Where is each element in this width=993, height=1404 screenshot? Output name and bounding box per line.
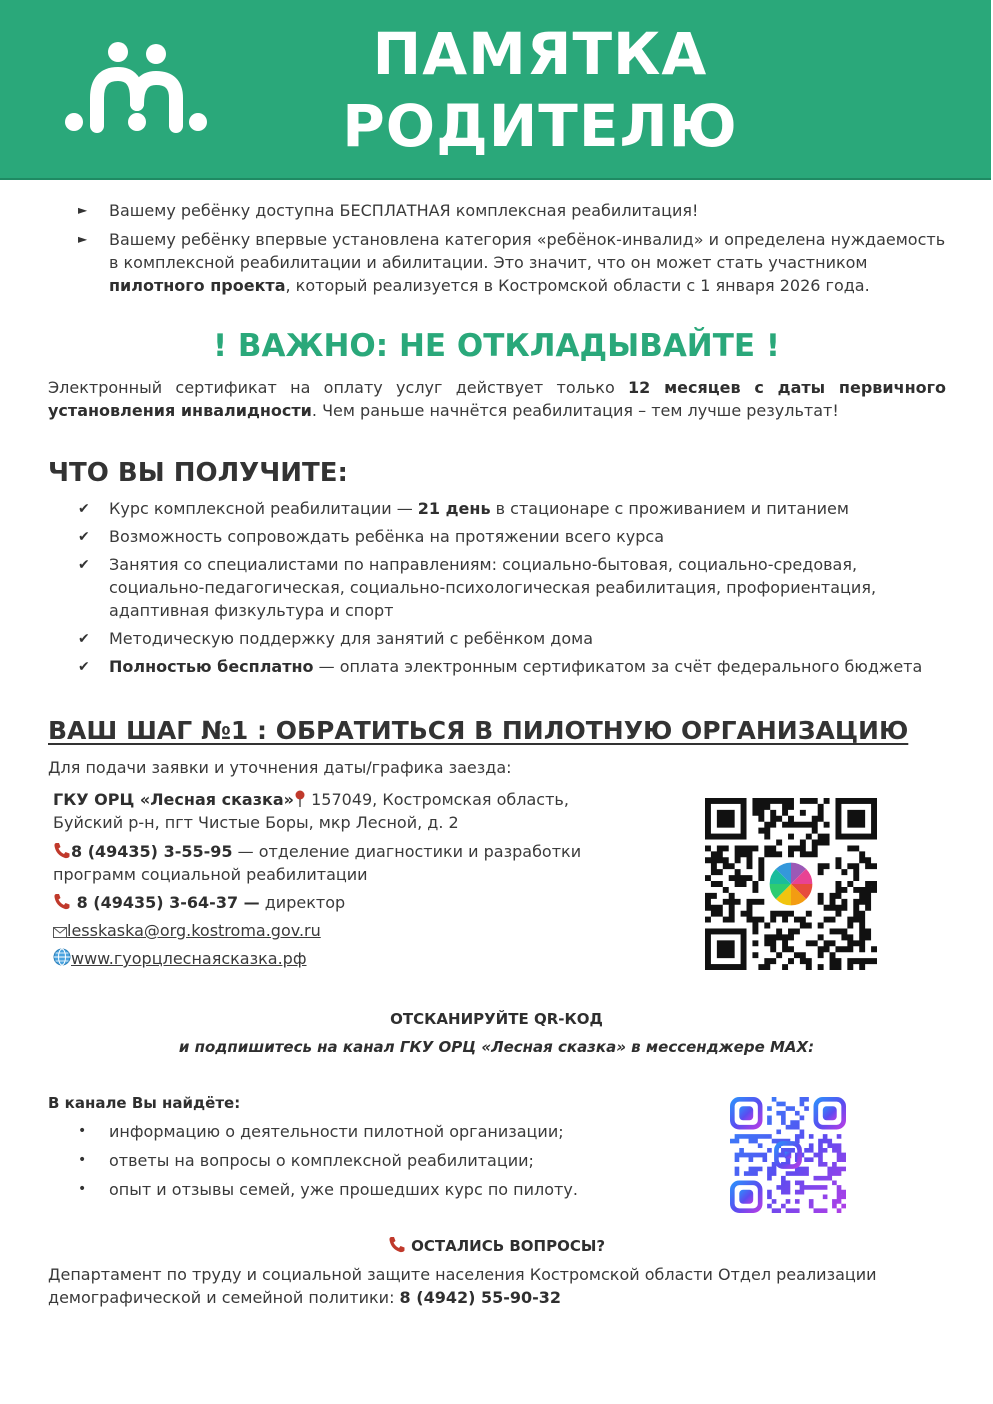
check-icon: ✔: [78, 501, 90, 517]
qr-finder-core: [739, 1190, 753, 1204]
intro-item-text: , который реализуется в Костромской области с 1 января 2026 года.: [285, 276, 870, 295]
header-banner: [0, 0, 991, 180]
qr-center-dot: [785, 1152, 791, 1158]
intro-list: [78, 199, 948, 303]
phone-director: [53, 891, 643, 914]
bullet-icon: •: [78, 1181, 87, 1197]
website-row: [53, 947, 643, 970]
questions-text: [48, 1263, 948, 1309]
list-item: [78, 199, 948, 222]
email-row: [53, 919, 643, 942]
phone-icon: [53, 893, 71, 910]
bullet-icon: •: [78, 1123, 87, 1139]
list-item: [78, 1120, 678, 1143]
questions-phone-link[interactable]: 8 (4942) 55-90-32: [399, 1288, 562, 1307]
website-link[interactable]: www.гуорцлеснаясказка.рф: [71, 949, 307, 968]
list-item: [78, 497, 948, 520]
list-item: [78, 525, 948, 548]
channel-find-heading: В канале Вы найдёте:: [48, 1094, 241, 1112]
benefit-text: Курс комплексной реабилитации —: [109, 499, 418, 518]
list-item: [78, 655, 948, 678]
check-icon: ✔: [78, 557, 90, 573]
list-item: [78, 553, 948, 622]
list-item: [78, 228, 948, 297]
benefit-text: — оплата электронным сертификатом за счёт федерального бюджета: [313, 657, 923, 676]
phone-desc: — отделение диагностики и разработки: [232, 842, 582, 861]
email-link[interactable]: lesskaska@org.kostroma.gov.ru: [67, 921, 321, 940]
phone-icon: [53, 842, 71, 859]
bullet-icon: •: [78, 1152, 87, 1168]
benefit-text: Возможность сопровождать ребёнка на протяжении всего курса: [109, 527, 665, 546]
intro-item-bold: пилотного проекта: [109, 276, 286, 295]
qr-finder-core: [717, 940, 735, 958]
page-title: [300, 18, 780, 162]
certificate-text: . Чем раньше начнётся реабилитация – тем лучше результат!: [311, 401, 839, 420]
qr-finder-core: [847, 810, 865, 828]
questions-body: Департамент по труду и социальной защите населения Костромской области Отдел реализации демографической и семейной политики:: [48, 1265, 877, 1307]
max-channel-qr-code[interactable]: [730, 1097, 846, 1213]
certificate-note: [48, 376, 946, 422]
benefit-bold: 21 день: [417, 499, 491, 518]
qr-finder-core: [739, 1106, 753, 1120]
phone-icon: [388, 1236, 406, 1253]
list-item: [78, 1178, 678, 1201]
address-line-2: Буйский р-н, пгт Чистые Боры, мкр Лесной, д. 2: [53, 813, 459, 832]
phone-number-link[interactable]: 8 (49435) 3-64-37 —: [71, 893, 260, 912]
channel-list: [78, 1120, 678, 1207]
channel-item-text: опыт и отзывы семей, уже прошедших курс по пилоту.: [109, 1180, 578, 1199]
check-icon: ✔: [78, 659, 90, 675]
arrow-bullet-icon: ►: [78, 232, 88, 246]
certificate-bold: 12 месяцев с даты первичного установления инвалидности: [48, 378, 947, 420]
intro-item-text: Вашему ребёнку впервые установлена категория «ребёнок-инвалид» и определена нуждаемость в комплексной реабилитации и абилитации. Это значит, что он может стать участником: [109, 230, 946, 272]
questions-heading: ОСТАЛИСЬ ВОПРОСЫ?: [405, 1237, 606, 1255]
step-subtitle: Для подачи заявки и уточнения даты/графика заезда:: [48, 758, 512, 777]
check-icon: ✔: [78, 631, 90, 647]
org-qr-code[interactable]: [705, 798, 877, 970]
phone-desc: директор: [259, 893, 346, 912]
globe-icon: [53, 948, 71, 966]
phone-desc: программ социальной реабилитации: [53, 865, 368, 884]
address-line-1: 157049, Костромская область,: [306, 790, 569, 809]
check-icon: ✔: [78, 529, 90, 545]
benefits-heading: ЧТО ВЫ ПОЛУЧИТЕ:: [48, 458, 348, 488]
phone-number-link[interactable]: 8 (49435) 3-55-95: [71, 842, 233, 861]
family-logo-icon: [60, 40, 210, 140]
intro-item-text: Вашему ребёнку доступна БЕСПЛАТНАЯ комплексная реабилитация!: [109, 201, 699, 220]
benefit-text: Методическую поддержку для занятий с ребёнком дома: [109, 629, 593, 648]
list-item: [78, 627, 948, 650]
benefit-bold: Полностью бесплатно: [109, 657, 314, 676]
benefit-text: Занятия со специалистами по направлениям: социально-бытовая, социально-средовая, социально-педагогическая, социально-психологическая реабилитация, профориентация, адаптивная физкультура и спорт: [109, 555, 877, 620]
title-line-1: ПАМЯТКА: [372, 20, 708, 88]
envelope-icon: [53, 927, 67, 938]
qr-finder-core: [717, 810, 735, 828]
qr-finder-core: [823, 1106, 837, 1120]
step-heading: ВАШ ШАГ №1 : ОБРАТИТЬСЯ В ПИЛОТНУЮ ОРГАНИЗАЦИЮ: [48, 716, 909, 745]
map-pin-icon: [294, 790, 306, 807]
arrow-bullet-icon: ►: [78, 203, 88, 217]
benefits-list: [78, 497, 948, 683]
list-item: [78, 1149, 678, 1172]
scan-subtitle: и подпишитесь на канал ГКУ ОРЦ «Лесная сказка» в мессенджере MAX:: [178, 1038, 815, 1056]
org-address: [53, 788, 643, 834]
questions-heading-row: [0, 1235, 993, 1257]
channel-item-text: информацию о деятельности пилотной организации;: [109, 1122, 564, 1141]
benefit-text: в стационаре с проживанием и питанием: [490, 499, 849, 518]
channel-item-text: ответы на вопросы о комплексной реабилитации;: [109, 1151, 534, 1170]
org-name: ГКУ ОРЦ «Лесная сказка»: [53, 790, 295, 809]
scan-title: ОТСКАНИРУЙТЕ QR-КОД: [390, 1010, 603, 1028]
certificate-text: Электронный сертификат на оплату услуг действует только: [48, 378, 629, 397]
title-line-2: РОДИТЕЛЮ: [342, 92, 738, 160]
phone-diagnostics: [53, 840, 643, 886]
important-heading: ! ВАЖНО: НЕ ОТКЛАДЫВАЙТЕ !: [212, 328, 781, 364]
